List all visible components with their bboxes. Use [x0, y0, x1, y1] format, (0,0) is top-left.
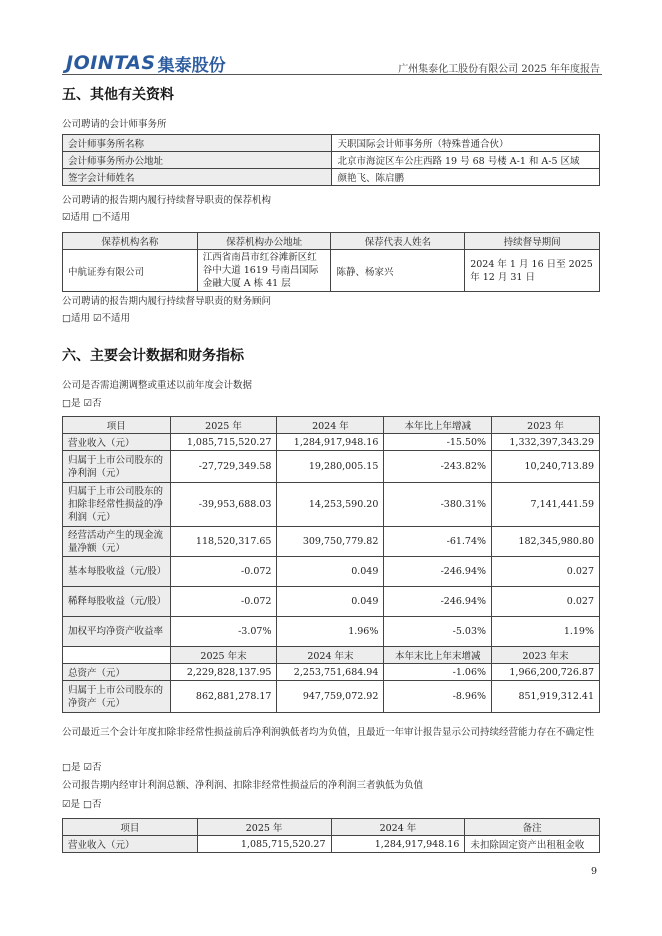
column-header: 2023 年末 — [492, 647, 600, 664]
section6-heading: 六、主要会计数据和财务指标 — [62, 348, 244, 364]
column-header: 2025 年 — [170, 417, 277, 434]
value-change: -243.82% — [384, 451, 492, 483]
column-header: 本年比上年增减 — [384, 417, 492, 434]
value-2025: 2,229,828,137.95 — [170, 664, 277, 681]
sponsor-checkbox: ☑适用 □不适用 — [62, 212, 131, 223]
value-2025: -3.07% — [170, 617, 277, 647]
sponsor-address: 江西省南昌市红谷滩新区红谷中大道 1619 号南昌国际金融大厦 A 栋 41 层 — [197, 250, 331, 292]
value-2023: 0.027 — [492, 557, 600, 587]
advisor-intro: 公司聘请的报告期内履行持续督导职责的财务顾问 — [62, 296, 272, 307]
column-header: 本年末比上年末增减 — [384, 647, 492, 664]
row-label: 营业收入（元） — [63, 434, 171, 451]
value-2025: 118,520,317.65 — [170, 527, 277, 557]
auditor-label: 会计师事务所名称 — [63, 135, 332, 152]
value-2024: 1,284,917,948.16 — [331, 836, 465, 853]
value-2024: 1.96% — [277, 617, 384, 647]
value-change: -8.96% — [384, 681, 492, 713]
auditor-value: 颜艳飞、陈启鹏 — [332, 169, 600, 186]
value-change: -1.06% — [384, 664, 492, 681]
row-label: 稀释每股收益（元/股） — [63, 587, 171, 617]
auditor-intro: 公司聘请的会计师事务所 — [62, 119, 167, 130]
column-header: 持续督导期间 — [465, 233, 600, 250]
value-2025: -0.072 — [170, 557, 277, 587]
column-header: 保荐机构办公地址 — [197, 233, 331, 250]
auditor-table — [62, 134, 600, 186]
column-header-blank — [63, 647, 171, 664]
company-logo — [66, 52, 226, 74]
going-concern-checkbox: □是 ☑否 — [62, 762, 102, 773]
column-header: 2025 年 — [197, 819, 331, 836]
report-title: 广州集泰化工股份有限公司 2025 年年度报告 — [398, 64, 600, 75]
section5-heading: 五、其他有关资料 — [62, 87, 174, 103]
column-header: 保荐机构名称 — [63, 233, 198, 250]
value-change: -246.94% — [384, 557, 492, 587]
value-2024: 1,284,917,948.16 — [277, 434, 384, 451]
negative-profit-checkbox: ☑是 □否 — [62, 799, 102, 810]
row-label: 归属于上市公司股东的净利润（元） — [63, 451, 171, 483]
value-2025: 1,085,715,520.27 — [197, 836, 331, 853]
value-change: -380.31% — [384, 483, 492, 527]
column-header: 2025 年末 — [170, 647, 277, 664]
value-change: -5.03% — [384, 617, 492, 647]
value-2024: 947,759,072.92 — [277, 681, 384, 713]
row-label: 加权平均净资产收益率 — [63, 617, 171, 647]
row-label: 归属于上市公司股东的净资产（元） — [63, 681, 171, 713]
value-2023: 1,966,200,726.87 — [492, 664, 600, 681]
column-header: 2024 年 — [331, 819, 465, 836]
column-header: 保荐代表人姓名 — [331, 233, 465, 250]
value-change: -15.50% — [384, 434, 492, 451]
note: 未扣除固定资产出租租金收 — [465, 836, 600, 853]
table-row — [63, 152, 600, 169]
value-2023: 1.19% — [492, 617, 600, 647]
value-2023: 1,332,397,343.29 — [492, 434, 600, 451]
table-header-row — [63, 819, 600, 836]
sponsor-reps: 陈静、杨家兴 — [331, 250, 465, 292]
column-header: 2024 年末 — [277, 647, 384, 664]
table-row — [63, 250, 600, 292]
page-number: 9 — [591, 866, 598, 877]
value-2023: 10,240,713.89 — [492, 451, 600, 483]
table-row — [63, 527, 600, 557]
sponsor-table — [62, 232, 600, 292]
restate-question: 公司是否需追溯调整或重述以前年度会计数据 — [62, 380, 253, 391]
value-2024: 2,253,751,684.94 — [277, 664, 384, 681]
row-label: 总资产（元） — [63, 664, 171, 681]
column-header: 项目 — [63, 819, 198, 836]
value-change: -246.94% — [384, 587, 492, 617]
table-header-row — [63, 417, 600, 434]
auditor-value: 天职国际会计师事务所（特殊普通合伙） — [332, 135, 600, 152]
table-header-row — [63, 233, 600, 250]
value-2023: 7,141,441.59 — [492, 483, 600, 527]
table-header-row — [63, 647, 600, 664]
column-header: 2024 年 — [277, 417, 384, 434]
table-row — [63, 451, 600, 483]
negative-profit-question: 公司报告期内经审计利润总额、净利润、扣除非经常性损益后的净利润三者孰低为负值 — [62, 780, 424, 791]
value-2024: 309,750,779.82 — [277, 527, 384, 557]
value-2024: 0.049 — [277, 557, 384, 587]
sponsor-period: 2024 年 1 月 16 日至 2025 年 12 月 31 日 — [465, 250, 600, 292]
value-2023: 851,919,312.41 — [492, 681, 600, 713]
page-header — [62, 46, 602, 76]
value-2025: -27,729,349.58 — [170, 451, 277, 483]
logo-latin-text: JOINTAS — [66, 52, 156, 74]
restate-checkbox: □是 ☑否 — [62, 398, 102, 409]
table-row — [63, 169, 600, 186]
row-label: 经营活动产生的现金流量净额（元） — [63, 527, 171, 557]
logo-cn-text: 集泰股份 — [157, 55, 226, 76]
table-row — [63, 483, 600, 527]
column-header: 备注 — [465, 819, 600, 836]
value-2023: 0.027 — [492, 587, 600, 617]
value-2023: 182,345,980.80 — [492, 527, 600, 557]
row-label: 归属于上市公司股东的扣除非经常性损益的净利润（元） — [63, 483, 171, 527]
value-2025: 862,881,278.17 — [170, 681, 277, 713]
table-row — [63, 836, 600, 853]
auditor-label: 会计师事务所办公地址 — [63, 152, 332, 169]
table-row — [63, 617, 600, 647]
table-row — [63, 587, 600, 617]
going-concern-question: 公司最近三个会计年度扣除非经常性损益前后净利润孰低者均为负值，且最近一年审计报告显示公司持续经营能力存在不确定性 — [62, 727, 595, 738]
header-divider — [62, 74, 602, 75]
sponsor-intro: 公司聘请的报告期内履行持续督导职责的保荐机构 — [62, 195, 272, 206]
column-header: 项目 — [63, 417, 171, 434]
value-change: -61.74% — [384, 527, 492, 557]
row-label: 基本每股收益（元/股） — [63, 557, 171, 587]
row-label: 营业收入（元） — [63, 836, 198, 853]
auditor-label: 签字会计师姓名 — [63, 169, 332, 186]
auditor-value: 北京市海淀区车公庄西路 19 号 68 号楼 A-1 和 A-5 区域 — [332, 152, 600, 169]
main-financials-table — [62, 416, 600, 713]
table-row — [63, 664, 600, 681]
column-header: 2023 年 — [492, 417, 600, 434]
table-row — [63, 681, 600, 713]
sponsor-name: 中航证券有限公司 — [63, 250, 198, 292]
table-row — [63, 434, 600, 451]
value-2025: -39,953,688.03 — [170, 483, 277, 527]
value-2025: -0.072 — [170, 587, 277, 617]
revenue-table — [62, 818, 600, 853]
value-2024: 19,280,005.15 — [277, 451, 384, 483]
table-row — [63, 557, 600, 587]
advisor-checkbox: □适用 ☑不适用 — [62, 313, 131, 324]
value-2025: 1,085,715,520.27 — [170, 434, 277, 451]
table-row — [63, 135, 600, 152]
value-2024: 0.049 — [277, 587, 384, 617]
value-2024: 14,253,590.20 — [277, 483, 384, 527]
